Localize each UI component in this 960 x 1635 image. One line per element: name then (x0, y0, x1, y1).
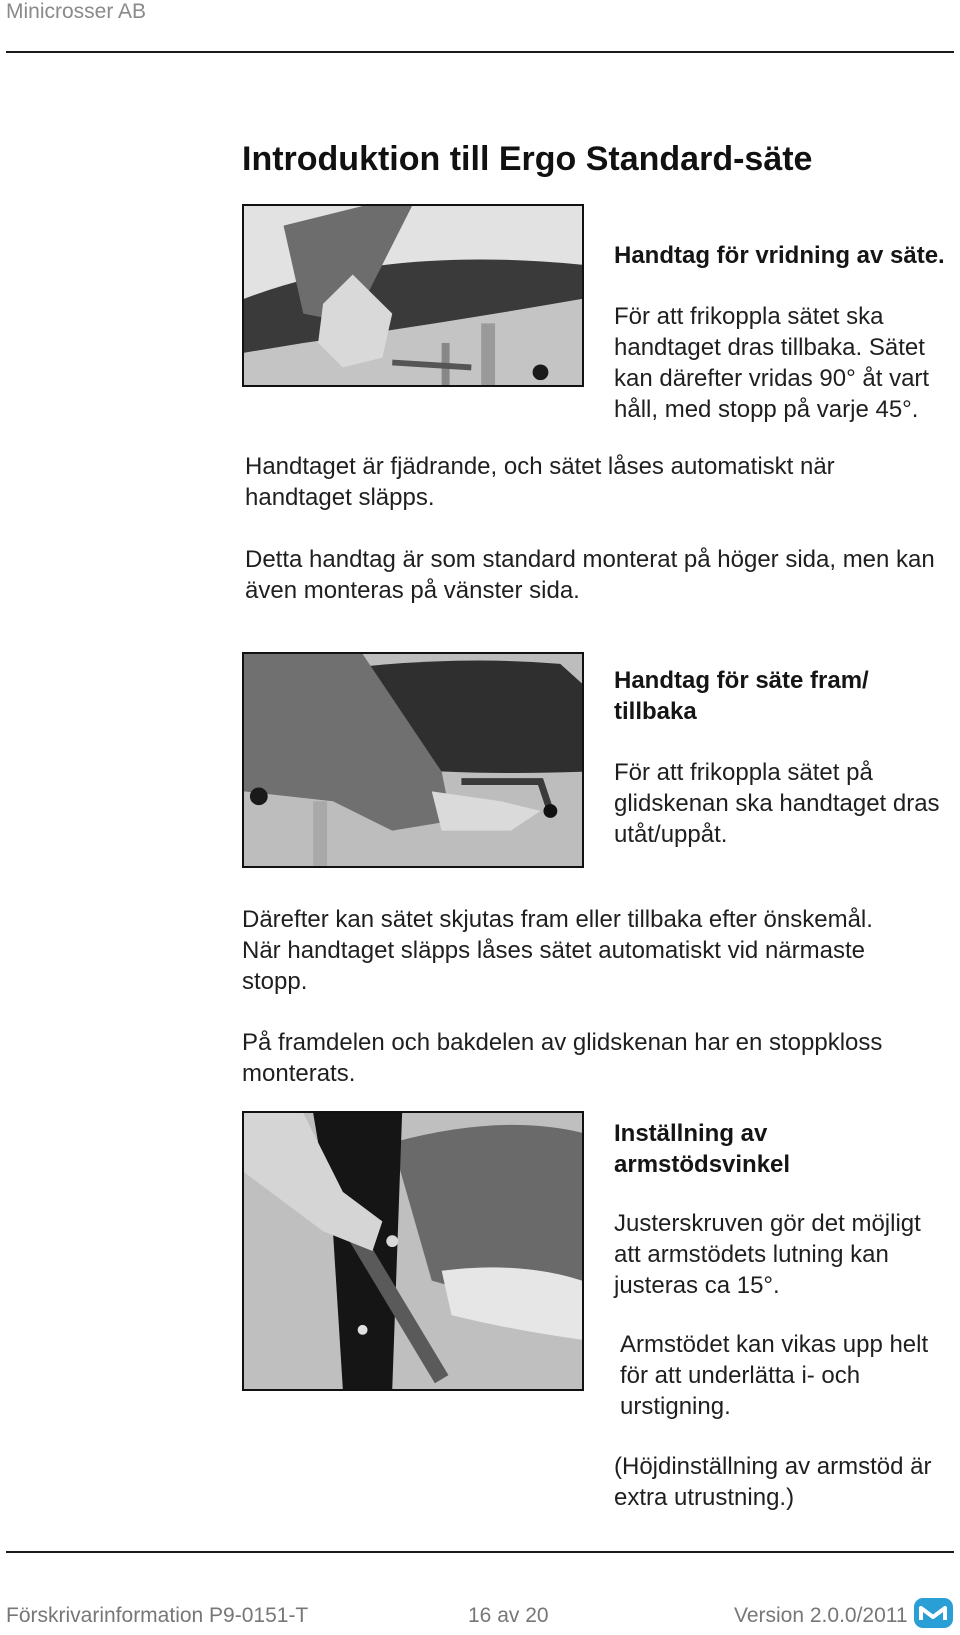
company-name: Minicrosser AB (6, 0, 147, 23)
footer-page-number: 16 av 20 (468, 1604, 549, 1627)
section-2-paragraph: Därefter kan sätet skjutas fram eller tillbaka efter önskemål. När handtaget släpps låses sätet automatiskt vid närmaste stopp. (242, 906, 873, 995)
section-3-heading: Inställning av armstödsvinkel (614, 1120, 791, 1178)
page-title: Introduktion till Ergo Standard-säte (242, 140, 813, 178)
section-3-side-text: Armstödet kan vikas upp helt för att underlätta i- och urstigning. (620, 1331, 929, 1420)
section-1-side-text: För att frikoppla sätet ska handtaget dras tillbaka. Sätet kan därefter vridas 90° åt vart håll, med stopp på varje 45°. (614, 303, 930, 423)
header-divider (6, 51, 954, 53)
footer-version: Version 2.0.0/2011 (734, 1604, 908, 1627)
section-1-heading: Handtag för vridning av säte. (614, 242, 945, 269)
minicrosser-logo-icon (911, 1596, 956, 1630)
footer-divider (6, 1551, 954, 1553)
section-1-paragraph: Detta handtag är som standard monterat på höger sida, men kan även monteras på vänster sida. (245, 546, 935, 604)
seat-slide-handle-photo (242, 652, 584, 868)
section-2-side-text: För att frikoppla sätet på glidskenan ska handtaget dras utåt/uppåt. (614, 759, 940, 848)
seat-swivel-handle-photo (242, 204, 584, 387)
section-3-side-text: Justerskruven gör det möjligt att armstödets lutning kan justeras ca 15°. (614, 1210, 921, 1299)
armrest-angle-photo (242, 1111, 584, 1391)
section-2-paragraph: På framdelen och bakdelen av glidskenan har en stoppkloss monterats. (242, 1029, 883, 1087)
section-1-paragraph: Handtaget är fjädrande, och sätet låses automatiskt när handtaget släpps. (245, 453, 835, 511)
section-2-heading: Handtag för säte fram/ tillbaka (614, 667, 869, 725)
section-3-side-text: (Höjdinställning av armstöd är extra utrustning.) (614, 1453, 932, 1511)
footer-document-id: Förskrivarinformation P9-0151-T (6, 1604, 309, 1627)
